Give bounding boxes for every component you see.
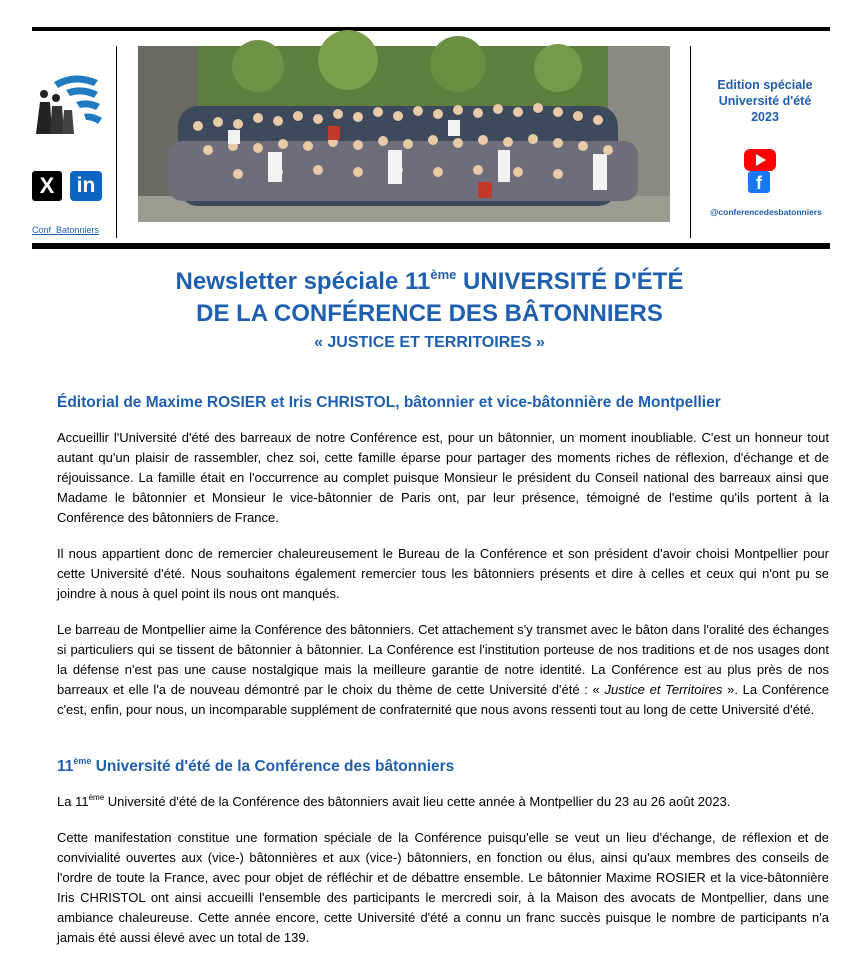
header-divider-left bbox=[116, 46, 117, 238]
conference-logo bbox=[32, 68, 106, 138]
editorial-paragraph-3-b: ». La Conférence c'est, enfin, pour nous, un incomparable supplément de confraternité que nous avons ressenti tout au long de cette Université d'été. bbox=[57, 682, 829, 717]
university-heading-number: 11 bbox=[57, 758, 74, 775]
edition-label bbox=[700, 77, 830, 125]
university-heading bbox=[57, 758, 829, 776]
section-spacer bbox=[57, 736, 829, 758]
newsletter-body bbox=[57, 394, 829, 964]
editorial-paragraph-1: Accueillir l'Université d'été des barreaux de notre Conférence est, pour un bâtonnier, un moment inoubliable. C'est un honneur tout autant qu'un plaisir de rassembler, chez soi, cette famille éparse pour partager des moments riches de réflexion, d'échange et de réjouissance. La famille était en l'occurrence au complet puisque Monsieur le président du Conseil national des barreaux ainsi que Madame le bâtonnier et Monsieur le vice-bâtonnier de Paris ont, par leur présence, témoigné de l'estime qu'ils portent à la Conférence des bâtonniers de France. bbox=[57, 430, 829, 525]
editorial-paragraph-2: Il nous appartient donc de remercier chaleureusement le Bureau de la Conférence et son président d'avoir choisi Montpellier pour cette Université d'été. Nous souhaitons également remercier tous les bâtonniers présents et dire à celles et ceux qui n'ont pu se joindre à nous à quel point ils nous ont manqués. bbox=[57, 546, 829, 601]
title-line-1-text: Newsletter spéciale 11 bbox=[175, 268, 431, 295]
editorial-paragraph-3 bbox=[57, 620, 829, 720]
x-icon[interactable]: X bbox=[32, 171, 62, 201]
title-line-1-suffix: UNIVERSITÉ D'ÉTÉ bbox=[456, 268, 684, 295]
newsletter-title bbox=[0, 266, 859, 356]
edition-line-3: 2023 bbox=[751, 110, 779, 124]
university-p1-pre: La 11 bbox=[57, 794, 89, 809]
header-divider-right bbox=[690, 46, 691, 238]
facebook-icon[interactable]: f bbox=[748, 171, 770, 193]
university-heading-text: Université d'été de la Conférence des bâtonniers bbox=[91, 758, 455, 775]
university-paragraph-2: Cette manifestation constitue une formation spéciale de la Conférence puisqu'elle se veut un lieu d'échange, de réflexion et de convivialité ouvertes aux (vice-) bâtonnières et aux (vice-) bâtonniers, en fonction ou élus, ainsi qu'aux membres des conseils de l'ordre de toute la France, avec pour objet de réfléchir et de débattre ensemble. Le bâtonnier Maxime ROSIER et la vice-bâtonnière Iris CHRISTOL ont ainsi accueilli l'ensemble des participants le mercredi soir, à la Maison des avocats de Montpellier, dans une ambiance chaleureuse. Cette année encore, cette Université d'été a connu un franc succès puisque le nombre de participants n'a jamais été aussi élevé avec un total de 139. bbox=[57, 830, 829, 945]
title-ordinal: ème bbox=[430, 267, 457, 282]
linkedin-icon[interactable]: in bbox=[70, 171, 102, 201]
university-p1-text: Université d'été de la Conférence des bâtonniers avait lieu cette année à Montpellier du 23 au 26 août 2023. bbox=[104, 794, 731, 809]
edition-line-1: Edition spéciale bbox=[717, 78, 813, 92]
editorial-heading: Éditorial de Maxime ROSIER et Iris CHRISTOL, bâtonnier et vice-bâtonnière de Montpellier bbox=[57, 394, 721, 411]
title-theme: « JUSTICE ET TERRITOIRES » bbox=[314, 334, 545, 351]
edition-line-2: Université d'été bbox=[718, 94, 812, 108]
youtube-icon[interactable] bbox=[744, 149, 776, 171]
header-bottom-rule bbox=[32, 243, 830, 249]
conf-batonniers-link[interactable]: Conf_Batonniers bbox=[32, 225, 100, 235]
editorial-paragraph-3-a: Le barreau de Montpellier aime la Conférence des bâtonniers. Cet attachement s'y transmet avec le bâton dans l'oralité des échanges si particuliers qui se tissent de bâtonnier à bâtonnier. La Conférence est l'institution porteuse de nos traditions et de nos usages dont la défense n'est pas une cause nostalgique mais la meilleure garantie de notre identité. La Conférence est au plus près de nos barreaux et elle l'a de nouveau démontré par le choix du thème de cette Université d'été : « bbox=[57, 622, 829, 697]
newsletter-header bbox=[32, 31, 830, 243]
group-photo bbox=[138, 46, 670, 222]
social-handle[interactable]: @conferencedesbatonniers bbox=[710, 207, 822, 217]
university-p1-ordinal: ème bbox=[88, 793, 105, 802]
title-line-1 bbox=[0, 266, 859, 298]
title-line-2: DE LA CONFÉRENCE DES BÂTONNIERS bbox=[196, 300, 663, 327]
university-heading-ordinal: ème bbox=[73, 756, 92, 766]
university-paragraph-1 bbox=[57, 792, 829, 812]
editorial-theme-emphasis: Justice et Territoires bbox=[604, 682, 723, 697]
